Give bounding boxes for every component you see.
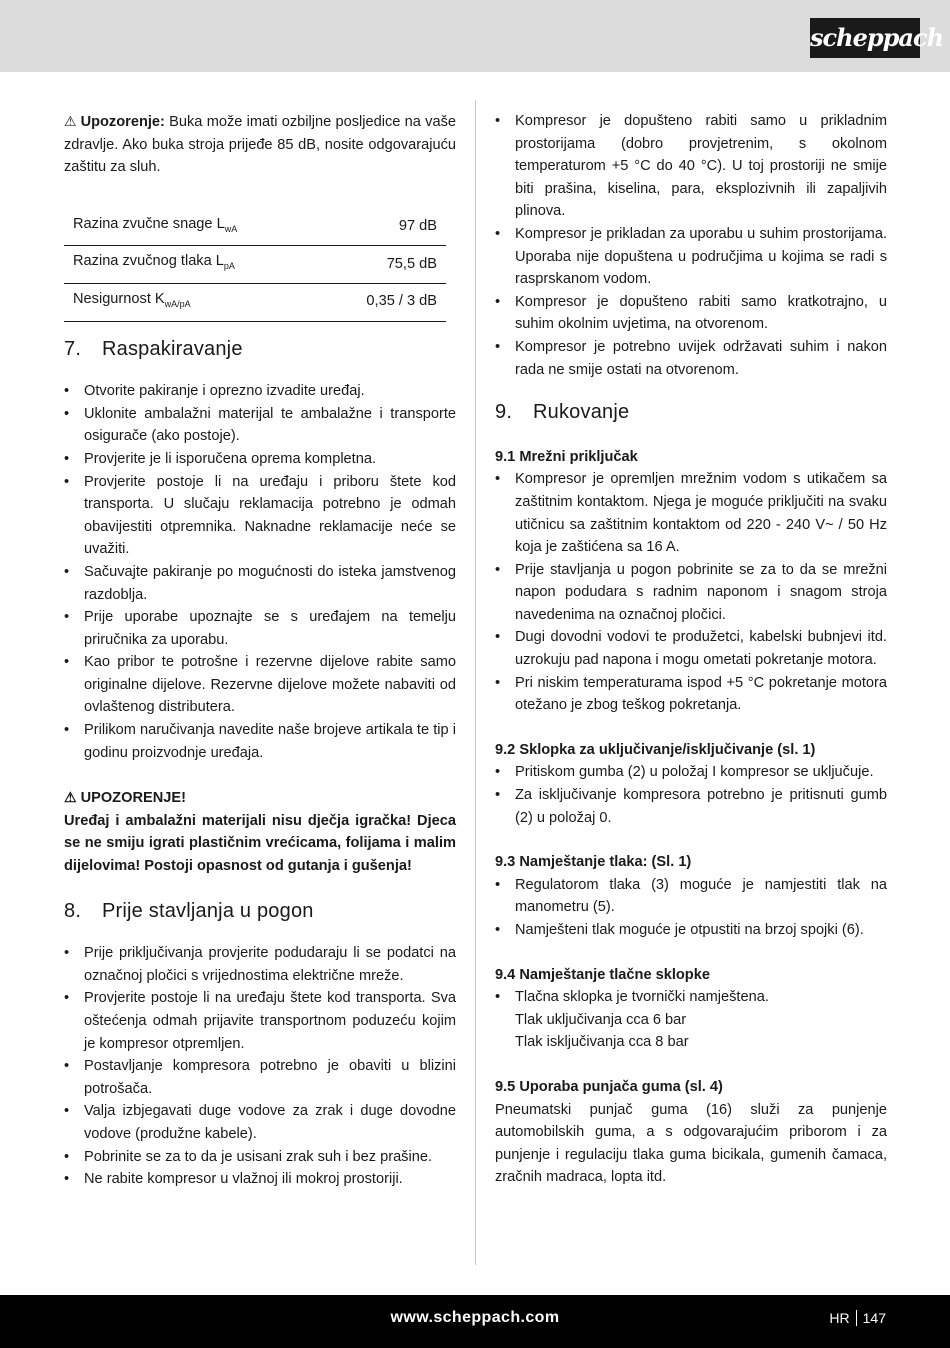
list-item: • Otvorite pakiranje i oprezno izvadite uređaj. xyxy=(64,380,456,403)
list-item: • Kao pribor te potrošne i rezervne dijelove rabite samo originalne dijelove. Rezervne dijelove možete nabaviti od ovlaštenog distributera. xyxy=(64,651,456,719)
noise-warning-text: Buka može imati ozbiljne posljedice na vaše zdravlje. Ako buka stroja prijeđe 85 dB, nosite odgovarajuću zaštitu za sluh. xyxy=(64,114,456,176)
list-item: • Regulatorom tlaka (3) moguće je namjestiti tlak na manometru (5). xyxy=(495,874,887,919)
list-item: • Prilikom naručivanja navedite naše brojeve artikala te tip i godinu proizvodnje uređaja. xyxy=(64,719,456,764)
list-item: • Ne rabite kompresor u vlažnoj ili mokroj prostoriji. xyxy=(64,1168,456,1191)
noise-warning-label: Upozorenje: xyxy=(80,114,165,130)
noise-value: 75,5 dB xyxy=(321,246,446,284)
noise-label: Nesigurnost K xyxy=(73,290,165,307)
packaging-warning-label: UPOZORENJE! xyxy=(80,790,186,807)
section-7-list xyxy=(64,380,456,764)
column-divider xyxy=(475,100,476,1265)
switch-off-pressure: Tlak isključivanja cca 8 bar xyxy=(515,1034,689,1051)
list-item: • Sačuvajte pakiranje po mogućnosti do isteka jamstvenog razdoblja. xyxy=(64,561,456,606)
subsection-9-5-text: Pneumatski punjač guma (16) služi za punjenje automobilskih guma, a s odgovarajućim priborom i za punjenje i regulaciju tlaka guma bicikala, gumenih čamaca, zračnih madraca, lopta itd. xyxy=(495,1101,887,1186)
list-item: • Kompresor je potrebno uvijek održavati suhim i nakon rada ne smije ostati na otvorenom. xyxy=(495,336,887,381)
packaging-warning-text: Uređaj i ambalažni materijali nisu dječja igračka! Djeca se ne smiju igrati plastičnim vrećicama, folijama i malim dijelovima! Postoji opasnost od gutanja i gušenja! xyxy=(64,812,456,875)
list-item: • Provjerite je li isporučena oprema kompletna. xyxy=(64,448,456,471)
list-item: • Kompresor je opremljen mrežnim vodom s utikačem sa zaštitnim kontaktom. Njega je moguće priključiti na svaku utičnicu sa zaštitnim kontaktom od 220 - 240 V~ / 50 Hz koja je zaštićena sa 16 A. xyxy=(495,468,887,558)
list-item: • Kompresor je prikladan za uporabu u suhim prostorijama. Uporaba nije dopuštena u područjima u kojima se radi s rasprskanom vodom. xyxy=(495,223,887,291)
noise-label: Razina zvučnog tlaka L xyxy=(73,253,224,270)
subsection-9-2-list xyxy=(495,761,887,829)
section-title: Rukovanje xyxy=(533,401,630,424)
subsection-9-5-title: 9.5 Uporaba punjača guma (sl. 4) xyxy=(495,1078,723,1095)
header-bar xyxy=(0,0,950,72)
table-row xyxy=(64,246,446,284)
warning-triangle-icon: ⚠ xyxy=(64,113,77,129)
list-item: • Provjerite postoje li na uređaju i priboru štete kod transporta. U slučaju reklamacija potrebno je odmah obavijestiti otpremnika. Naknadne reklamacije neće se uvažiti. xyxy=(64,471,456,561)
list-item: • Pritiskom gumba (2) u položaj I kompresor se uključuje. xyxy=(495,761,887,784)
section-title: Raspakiravanje xyxy=(102,337,243,360)
list-item: • Provjerite postoje li na uređaju štete kod transporta. Sva oštećenja odmah prijavite transportnom poduzeću kojim je kompresor otpremljen. xyxy=(64,987,456,1055)
subsection-9-3-list xyxy=(495,874,887,942)
brand-logo: scheppach xyxy=(810,18,920,58)
section-9-heading xyxy=(495,401,887,424)
list-item: • Kompresor je dopušteno rabiti samo kratkotrajno, u suhim okolnim uvjetima, na otvorenom. xyxy=(495,291,887,336)
table-row xyxy=(64,283,446,321)
page-indicator xyxy=(829,1310,886,1326)
right-column xyxy=(495,110,887,1189)
separator xyxy=(856,1310,857,1326)
list-item: • Za isključivanje kompresora potrebno je pritisnuti gumb (2) u položaj 0. xyxy=(495,784,887,829)
website-link[interactable]: www.scheppach.com xyxy=(390,1309,560,1326)
subsection-9-4-title: 9.4 Namještanje tlačne sklopke xyxy=(495,966,710,983)
noise-value: 0,35 / 3 dB xyxy=(321,283,446,321)
switch-on-pressure: Tlak uključivanja cca 6 bar xyxy=(515,1011,687,1028)
noise-label: Razina zvučne snage L xyxy=(73,215,225,232)
subsection-9-1-list xyxy=(495,468,887,717)
list-item: • Uklonite ambalažni materijal te ambalažne i transporte osigurače (ako postoje). xyxy=(64,403,456,448)
subsection-9-3-title: 9.3 Namještanje tlaka: (Sl. 1) xyxy=(495,854,692,871)
noise-sub: pA xyxy=(223,261,235,272)
subsection-9-1-title: 9.1 Mrežni priključak xyxy=(495,448,638,465)
page-number: 147 xyxy=(862,1310,886,1326)
noise-warning xyxy=(64,110,456,179)
list-item: • Prije priključivanja provjerite podudaraju li se podatci na označnoj pločici s vrijednostima električne mreže. xyxy=(64,942,456,987)
table-row xyxy=(64,209,446,246)
section-7-heading xyxy=(64,338,456,361)
section-title: Prije stavljanja u pogon xyxy=(102,899,314,922)
pressure-switch-values xyxy=(495,1009,887,1054)
list-item: • Prije stavljanja u pogon pobrinite se za to da se mrežni napon podudara s radnim naponom i snagom stroja navedenima na označnoj pločici. xyxy=(495,559,887,627)
list-item: • Prije uporabe upoznajte se s uređajem na temelju priručnika za uporabu. xyxy=(64,606,456,651)
section-8-heading xyxy=(64,900,456,923)
left-column xyxy=(64,110,456,1191)
noise-sub: wA/pA xyxy=(164,298,191,309)
list-item: • Dugi dovodni vodovi te produžetci, kabelski bubnjevi itd. uzrokuju pad napona i mogu ometati pokretanje motora. xyxy=(495,626,887,671)
list-item: • Pri niskim temperaturama ispod +5 °C pokretanje motora otežano je zbog teškog pokretanja. xyxy=(495,672,887,717)
warning-triangle-icon: ⚠ xyxy=(64,789,77,806)
noise-table xyxy=(64,209,446,322)
usage-conditions-list xyxy=(495,110,887,381)
section-number: 8. xyxy=(64,899,82,922)
subsection-9-4-list xyxy=(495,986,887,1009)
packaging-warning xyxy=(64,786,456,877)
section-8-list xyxy=(64,942,456,1191)
list-item: • Valja izbjegavati duge vodove za zrak i duge dovodne vodove (produžne kabele). xyxy=(64,1100,456,1145)
noise-value: 97 dB xyxy=(321,209,446,246)
list-item: • Namješteni tlak moguće je otpustiti na brzoj spojki (6). xyxy=(495,919,887,942)
section-number: 9. xyxy=(495,401,513,424)
list-item: • Postavljanje kompresora potrebno je obaviti u blizini potrošača. xyxy=(64,1055,456,1100)
language-code: HR xyxy=(829,1310,850,1326)
list-item: • Kompresor je dopušteno rabiti samo u prikladnim prostorijama (dobro provjetrenim, s okolnom temperaturom +5 °C do 40 °C). U toj prostoriji ne smije biti prašina, kiselina, para, eksplozivnih ili zapaljivih plinova. xyxy=(495,110,887,223)
noise-sub: wA xyxy=(224,223,238,234)
section-number: 7. xyxy=(64,337,82,360)
list-item: • Tlačna sklopka je tvornički namještena. xyxy=(495,986,887,1009)
footer-bar xyxy=(0,1295,950,1348)
list-item: • Pobrinite se za to da je usisani zrak suh i bez prašine. xyxy=(64,1146,456,1169)
subsection-9-2-title: 9.2 Sklopka za uključivanje/isključivanje (sl. 1) xyxy=(495,741,816,758)
